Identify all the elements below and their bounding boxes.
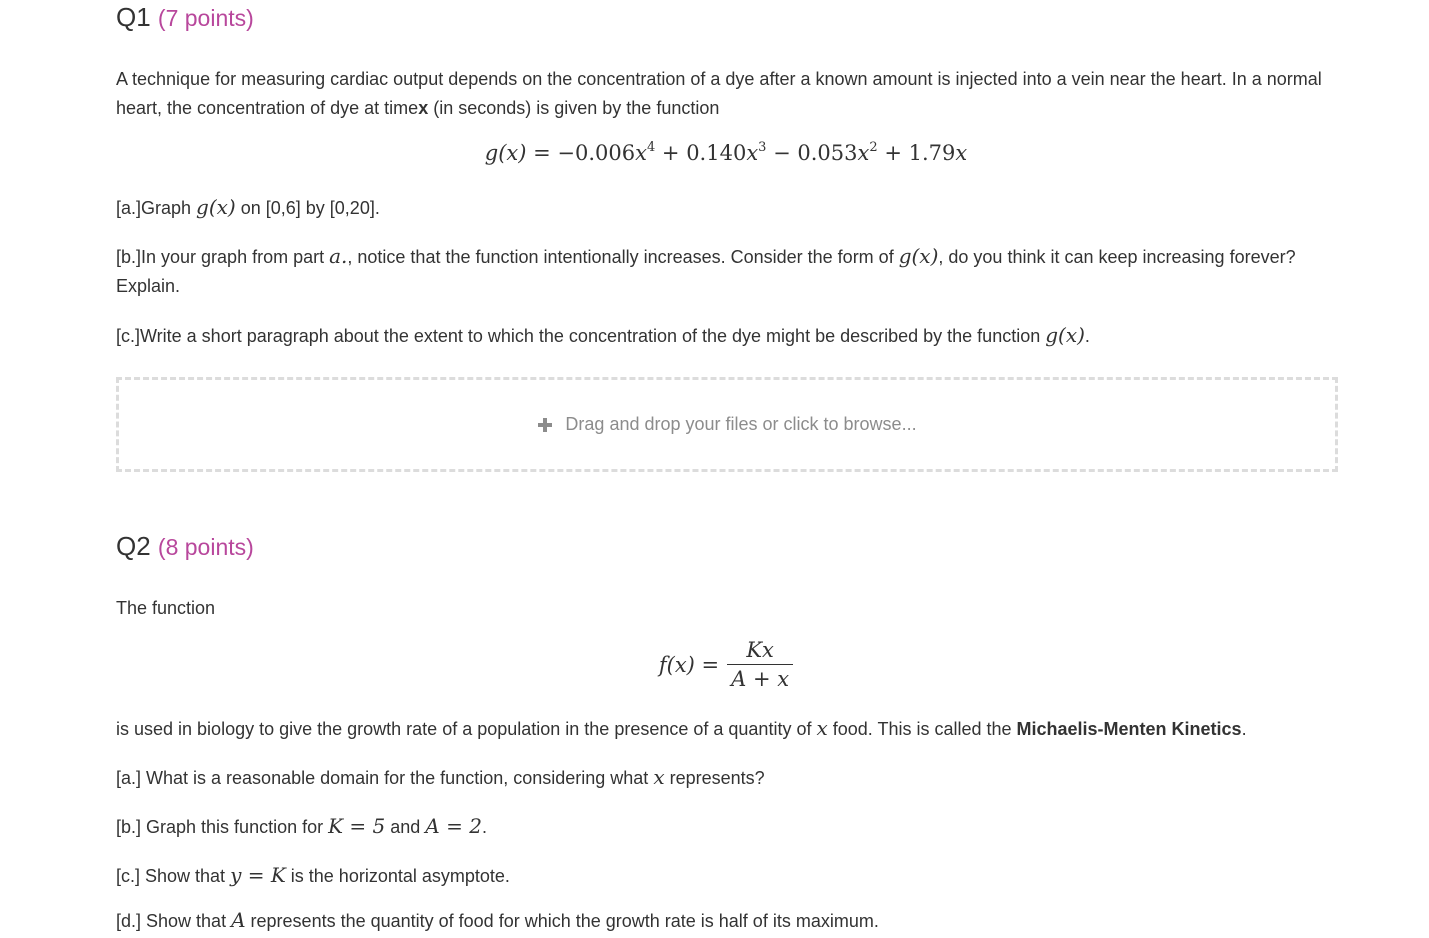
plus-icon <box>537 417 553 433</box>
question-2-points: (8 points) <box>157 534 254 560</box>
question-1-title <box>116 1 254 34</box>
question-2-description: is used in biology to give the growth rate of a population in the presence of a quantity of x food. This is called the Michaelis-Menten Kinetics. <box>116 716 1247 740</box>
question-2-part-a: [a.] What is a reasonable domain for the function, considering what x represents? <box>116 765 765 789</box>
file-upload-dropzone[interactable] <box>116 377 1338 472</box>
equation-denominator: A + x <box>727 664 793 691</box>
question-2-part-d: [d.] Show that A represents the quantity of food for which the growth rate is half of its maximum. <box>116 908 879 932</box>
question-2-part-b: [b.] Graph this function for K = 5 and A = 2. <box>116 814 487 838</box>
question-2-label: Q2 <box>116 531 151 561</box>
question-2-equation <box>116 638 1336 691</box>
file-upload-prompt[interactable] <box>537 414 916 435</box>
question-1-part-b: [b.]In your graph from part a., notice that the function intentionally increases. Consider the form of g(x), do you think it can keep increasing forever? Explain. <box>116 244 1296 296</box>
question-1-equation: $g(x) = -0.006x^4 + 0.140x^3 - 0.053x^2 + 1.79x$ <box>484 140 968 165</box>
question-2-title <box>116 530 254 563</box>
question-2-intro: The function <box>116 598 216 618</box>
question-1-part-a: [a.]Graph g(x) on [0,6] by [0,20]. <box>116 195 380 219</box>
question-1-part-c: [c.]Write a short paragraph about the extent to which the concentration of the dye might be described by the function g(x). <box>116 323 1090 347</box>
equation-lhs: f(x) = <box>658 652 720 677</box>
question-1-intro: A technique for measuring cardiac output depends on the concentration of a dye after a known amount is injected into a vein near the heart. In a normal heart, the concentration of dye at timex (in seconds) is given by the function <box>116 69 1322 118</box>
question-1-points: (7 points) <box>157 5 254 31</box>
question-2-part-c: [c.] Show that y = K is the horizontal asymptote. <box>116 863 510 887</box>
equation-fraction <box>727 638 793 691</box>
question-1-label: Q1 <box>116 2 151 32</box>
file-upload-label: Drag and drop your files or click to browse... <box>565 414 917 434</box>
equation-numerator: Kx <box>746 638 774 662</box>
